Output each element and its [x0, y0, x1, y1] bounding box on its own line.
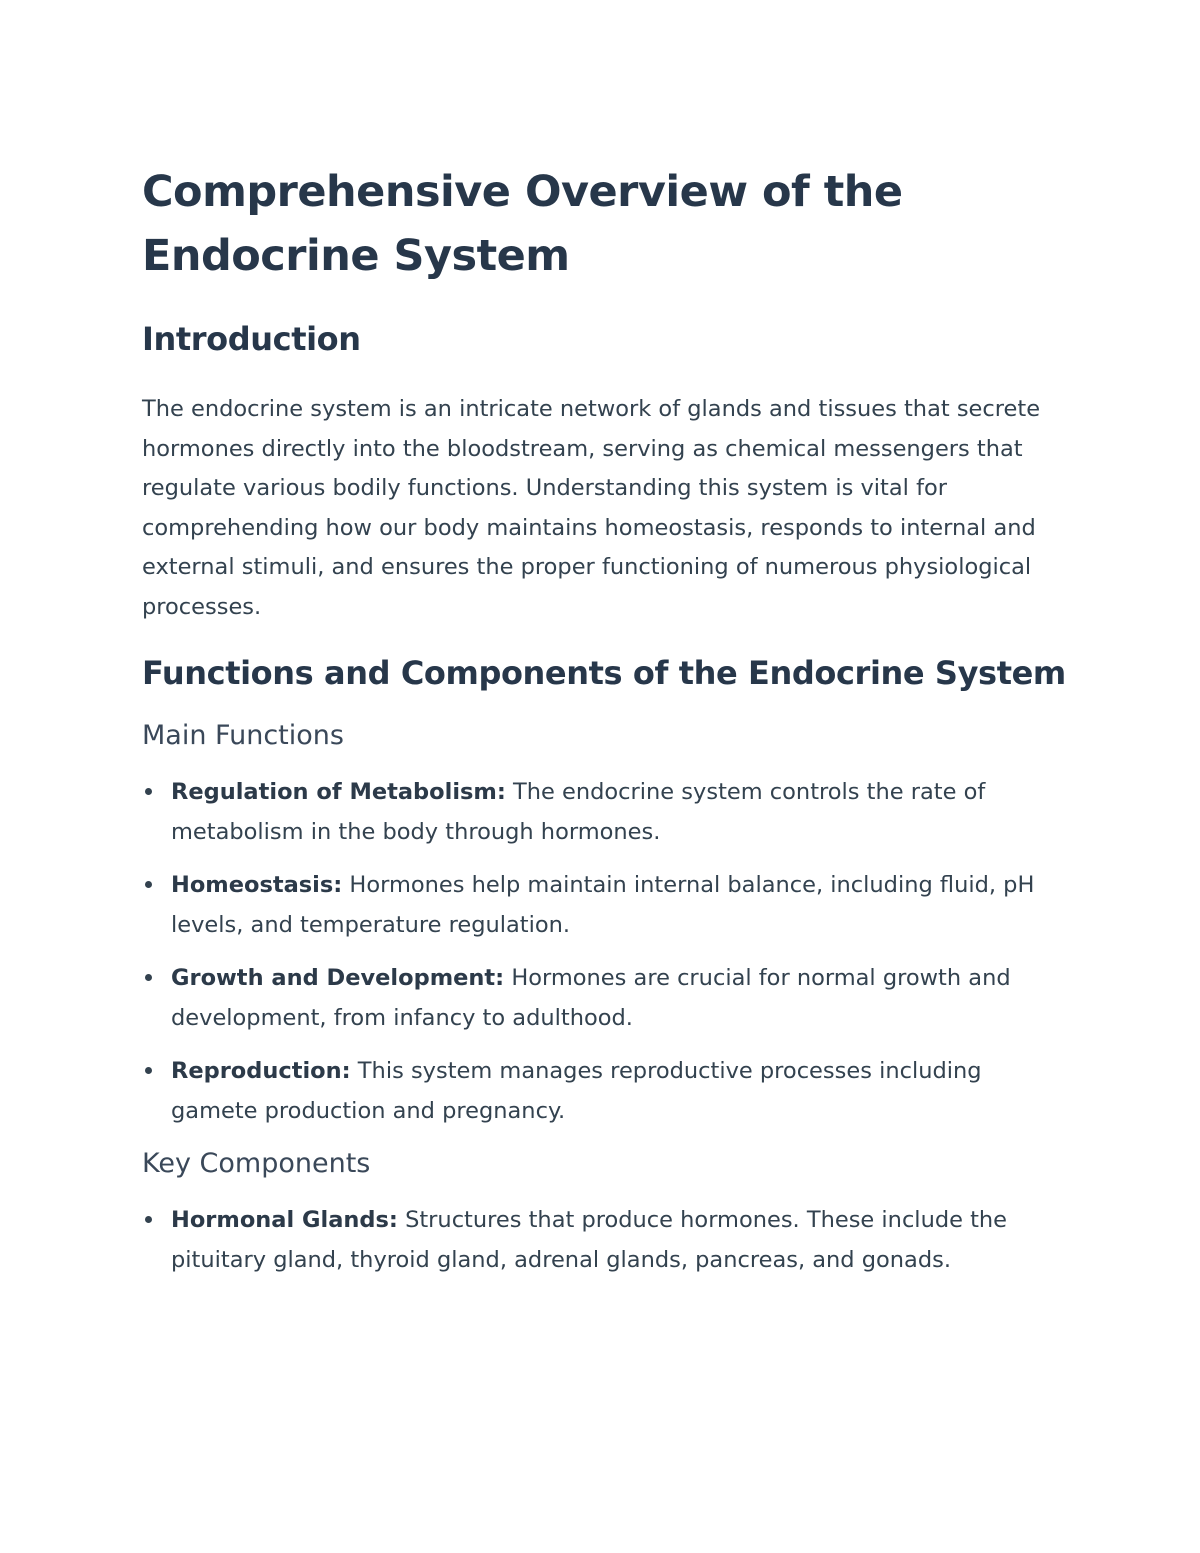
main-functions-heading: Main Functions — [142, 719, 344, 751]
list-item-term: Hormonal Glands: — [171, 1206, 398, 1233]
list-item — [142, 958, 1072, 1038]
bullet-icon — [145, 1067, 152, 1074]
list-item-text: This system manages reproductive processes including gamete production and pregnancy. — [171, 1057, 982, 1124]
functions-section-heading: Functions and Components of the Endocrine System — [142, 653, 1066, 692]
document-title: Comprehensive Overview of the Endocrine System — [142, 167, 903, 281]
introduction-heading: Introduction — [142, 320, 361, 358]
document-page — [142, 160, 1072, 1293]
list-item-text: Structures that produce hormones. These include the pituitary gland, thyroid gland, adrenal glands, pancreas, and gonads. — [171, 1206, 1008, 1273]
list-item-term: Growth and Development: — [171, 964, 505, 991]
bullet-icon — [145, 788, 152, 795]
list-item — [142, 772, 1072, 852]
bullet-icon — [145, 974, 152, 981]
list-item-text: Hormones are crucial for normal growth and development, from infancy to adulthood. — [171, 964, 1011, 1031]
bullet-icon — [145, 881, 152, 888]
key-components-heading: Key Components — [142, 1147, 371, 1179]
list-item-text: The endocrine system controls the rate of metabolism in the body through hormones. — [171, 778, 986, 845]
main-functions-list — [142, 772, 1072, 1131]
list-item-term: Reproduction: — [171, 1057, 351, 1084]
list-item — [142, 1051, 1072, 1131]
list-item — [142, 1200, 1072, 1280]
bullet-icon — [145, 1216, 152, 1223]
list-item-term: Regulation of Metabolism: — [171, 778, 506, 805]
list-item-text: Hormones help maintain internal balance, including fluid, pH levels, and temperature regulation. — [171, 871, 1035, 938]
key-components-list — [142, 1200, 1072, 1280]
list-item-term: Homeostasis: — [171, 871, 343, 898]
list-item — [142, 865, 1072, 945]
introduction-paragraph: The endocrine system is an intricate network of glands and tissues that secrete hormones directly into the bloodstream, serving as chemical messengers that regulate various bodily functions. Understanding this system is vital for comprehending how our body maintains homeostasis, responds to internal and external stimuli, and ensures the proper functioning of numerous physiological processes. — [142, 396, 1041, 620]
